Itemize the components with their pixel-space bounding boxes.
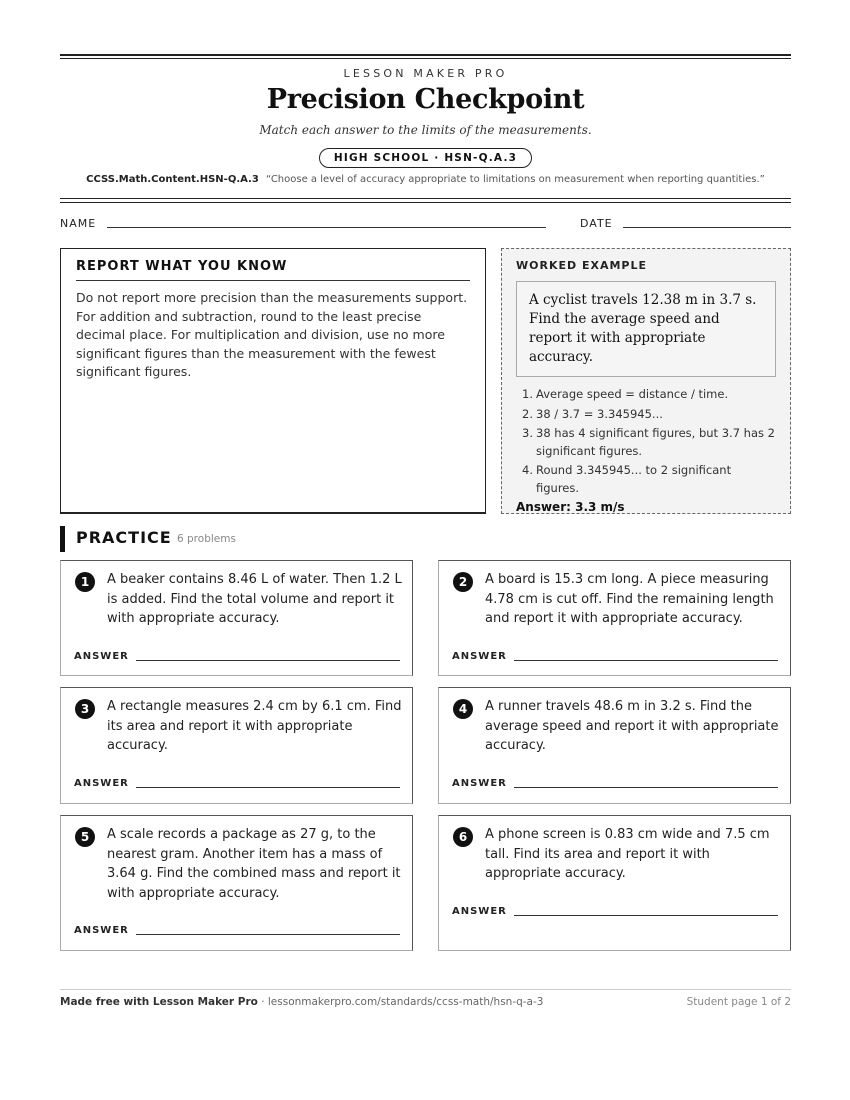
answer-label: ANSWER [452,778,507,789]
date-label: DATE [580,217,613,230]
problem-number-badge: 1 [75,572,95,592]
problem-number-badge: 2 [453,572,473,592]
name-label: NAME [60,217,97,230]
standard-code: CCSS.Math.Content.HSN-Q.A.3 [86,174,259,185]
know-text: Do not report more precision than the measurements support. For addition and subtraction, round to the least precise decimal place. For multiplication and division, use no more significant figures than the measurement with the fewest significant figures. [76,290,468,379]
footer-url: · lessonmakerpro.com/standards/ccss-math/hsn-q-a-3 [257,996,544,1008]
answer-field[interactable] [514,915,778,916]
answer-field[interactable] [514,787,778,788]
example-problem: A cyclist travels 12.38 m in 3.7 s. Find the average speed and report it with appropriate accuracy. [516,281,776,377]
answer-field[interactable] [136,787,400,788]
problem-text: A runner travels 48.6 m in 3.2 s. Find the average speed and report it with appropriate accuracy. [485,699,779,753]
problem-number-badge: 5 [75,827,95,847]
problem-text: A phone screen is 0.83 cm wide and 7.5 cm tall. Find its area and report it with appropriate accuracy. [485,827,770,881]
name-date-row [60,216,791,232]
answer-field[interactable] [514,660,778,661]
footer-credit [60,996,543,1008]
practice-title: PRACTICE [76,528,172,547]
footer-page-number: Student page 1 of 2 [686,996,791,1008]
grade-badge-wrap [60,146,791,168]
brand-name: LESSON MAKER PRO [343,67,508,80]
worked-example-box [501,248,791,514]
problem-card-2 [438,560,791,676]
problem-number-badge: 4 [453,699,473,719]
answer-label: ANSWER [452,651,507,662]
practice-heading [60,526,791,552]
practice-count: 6 problems [177,533,236,545]
answer-label: ANSWER [74,925,129,936]
page-subtitle: Match each answer to the limits of the measurements. [259,123,592,137]
problem-text: A scale records a package as 27 g, to the nearest gram. Another item has a mass of 3.64 g. Find the combined mass and report it with appropriate accuracy. [107,827,401,901]
problem-text: A board is 15.3 cm long. A piece measuring 4.78 cm is cut off. Find the remaining length and report it with appropriate accuracy. [485,572,774,626]
footer-divider [60,989,791,990]
example-steps [516,386,776,497]
example-step: 1. Average speed = distance / time. [522,387,729,401]
report-what-you-know-box [60,248,486,514]
example-answer: Answer: 3.3 m/s [516,500,625,514]
header-double-rule [60,198,791,203]
problem-card-5 [60,815,413,951]
problem-text: A beaker contains 8.46 L of water. Then 1.2 L is added. Find the total volume and report it with appropriate accuracy. [107,572,402,626]
worksheet-page [60,0,791,1100]
problem-card-1 [60,560,413,676]
problem-card-4 [438,687,791,804]
problem-text: A rectangle measures 2.4 cm by 6.1 cm. Find its area and report it with appropriate accuracy. [107,699,402,753]
problem-number-badge: 6 [453,827,473,847]
problem-number-badge: 3 [75,699,95,719]
footer-made-with: Made free with Lesson Maker Pro [60,996,258,1008]
answer-label: ANSWER [452,906,507,917]
example-step: 2. 38 / 3.7 = 3.345945... [522,406,663,421]
example-title: WORKED EXAMPLE [516,259,647,272]
practice-accent-bar [60,526,65,552]
name-field[interactable] [107,227,546,228]
problem-card-3 [60,687,413,804]
date-field[interactable] [623,227,791,228]
answer-field[interactable] [136,934,400,935]
standard-quote: “Choose a level of accuracy appropriate to limitations on measurement when reporting quantities.” [266,174,765,185]
problem-card-6 [438,815,791,951]
standard-line [60,174,791,185]
answer-label: ANSWER [74,778,129,789]
example-step: 3. 38 has 4 significant figures, but 3.7 has 2 significant figures. [522,426,775,458]
top-double-rule [60,54,791,59]
grade-standard-badge: HIGH SCHOOL · HSN-Q.A.3 [319,148,532,168]
page-title: Precision Checkpoint [266,84,585,115]
know-title: REPORT WHAT YOU KNOW [76,259,470,281]
answer-label: ANSWER [74,651,129,662]
example-step: 4. Round 3.345945... to 2 significant figures. [522,463,732,495]
answer-field[interactable] [136,660,400,661]
